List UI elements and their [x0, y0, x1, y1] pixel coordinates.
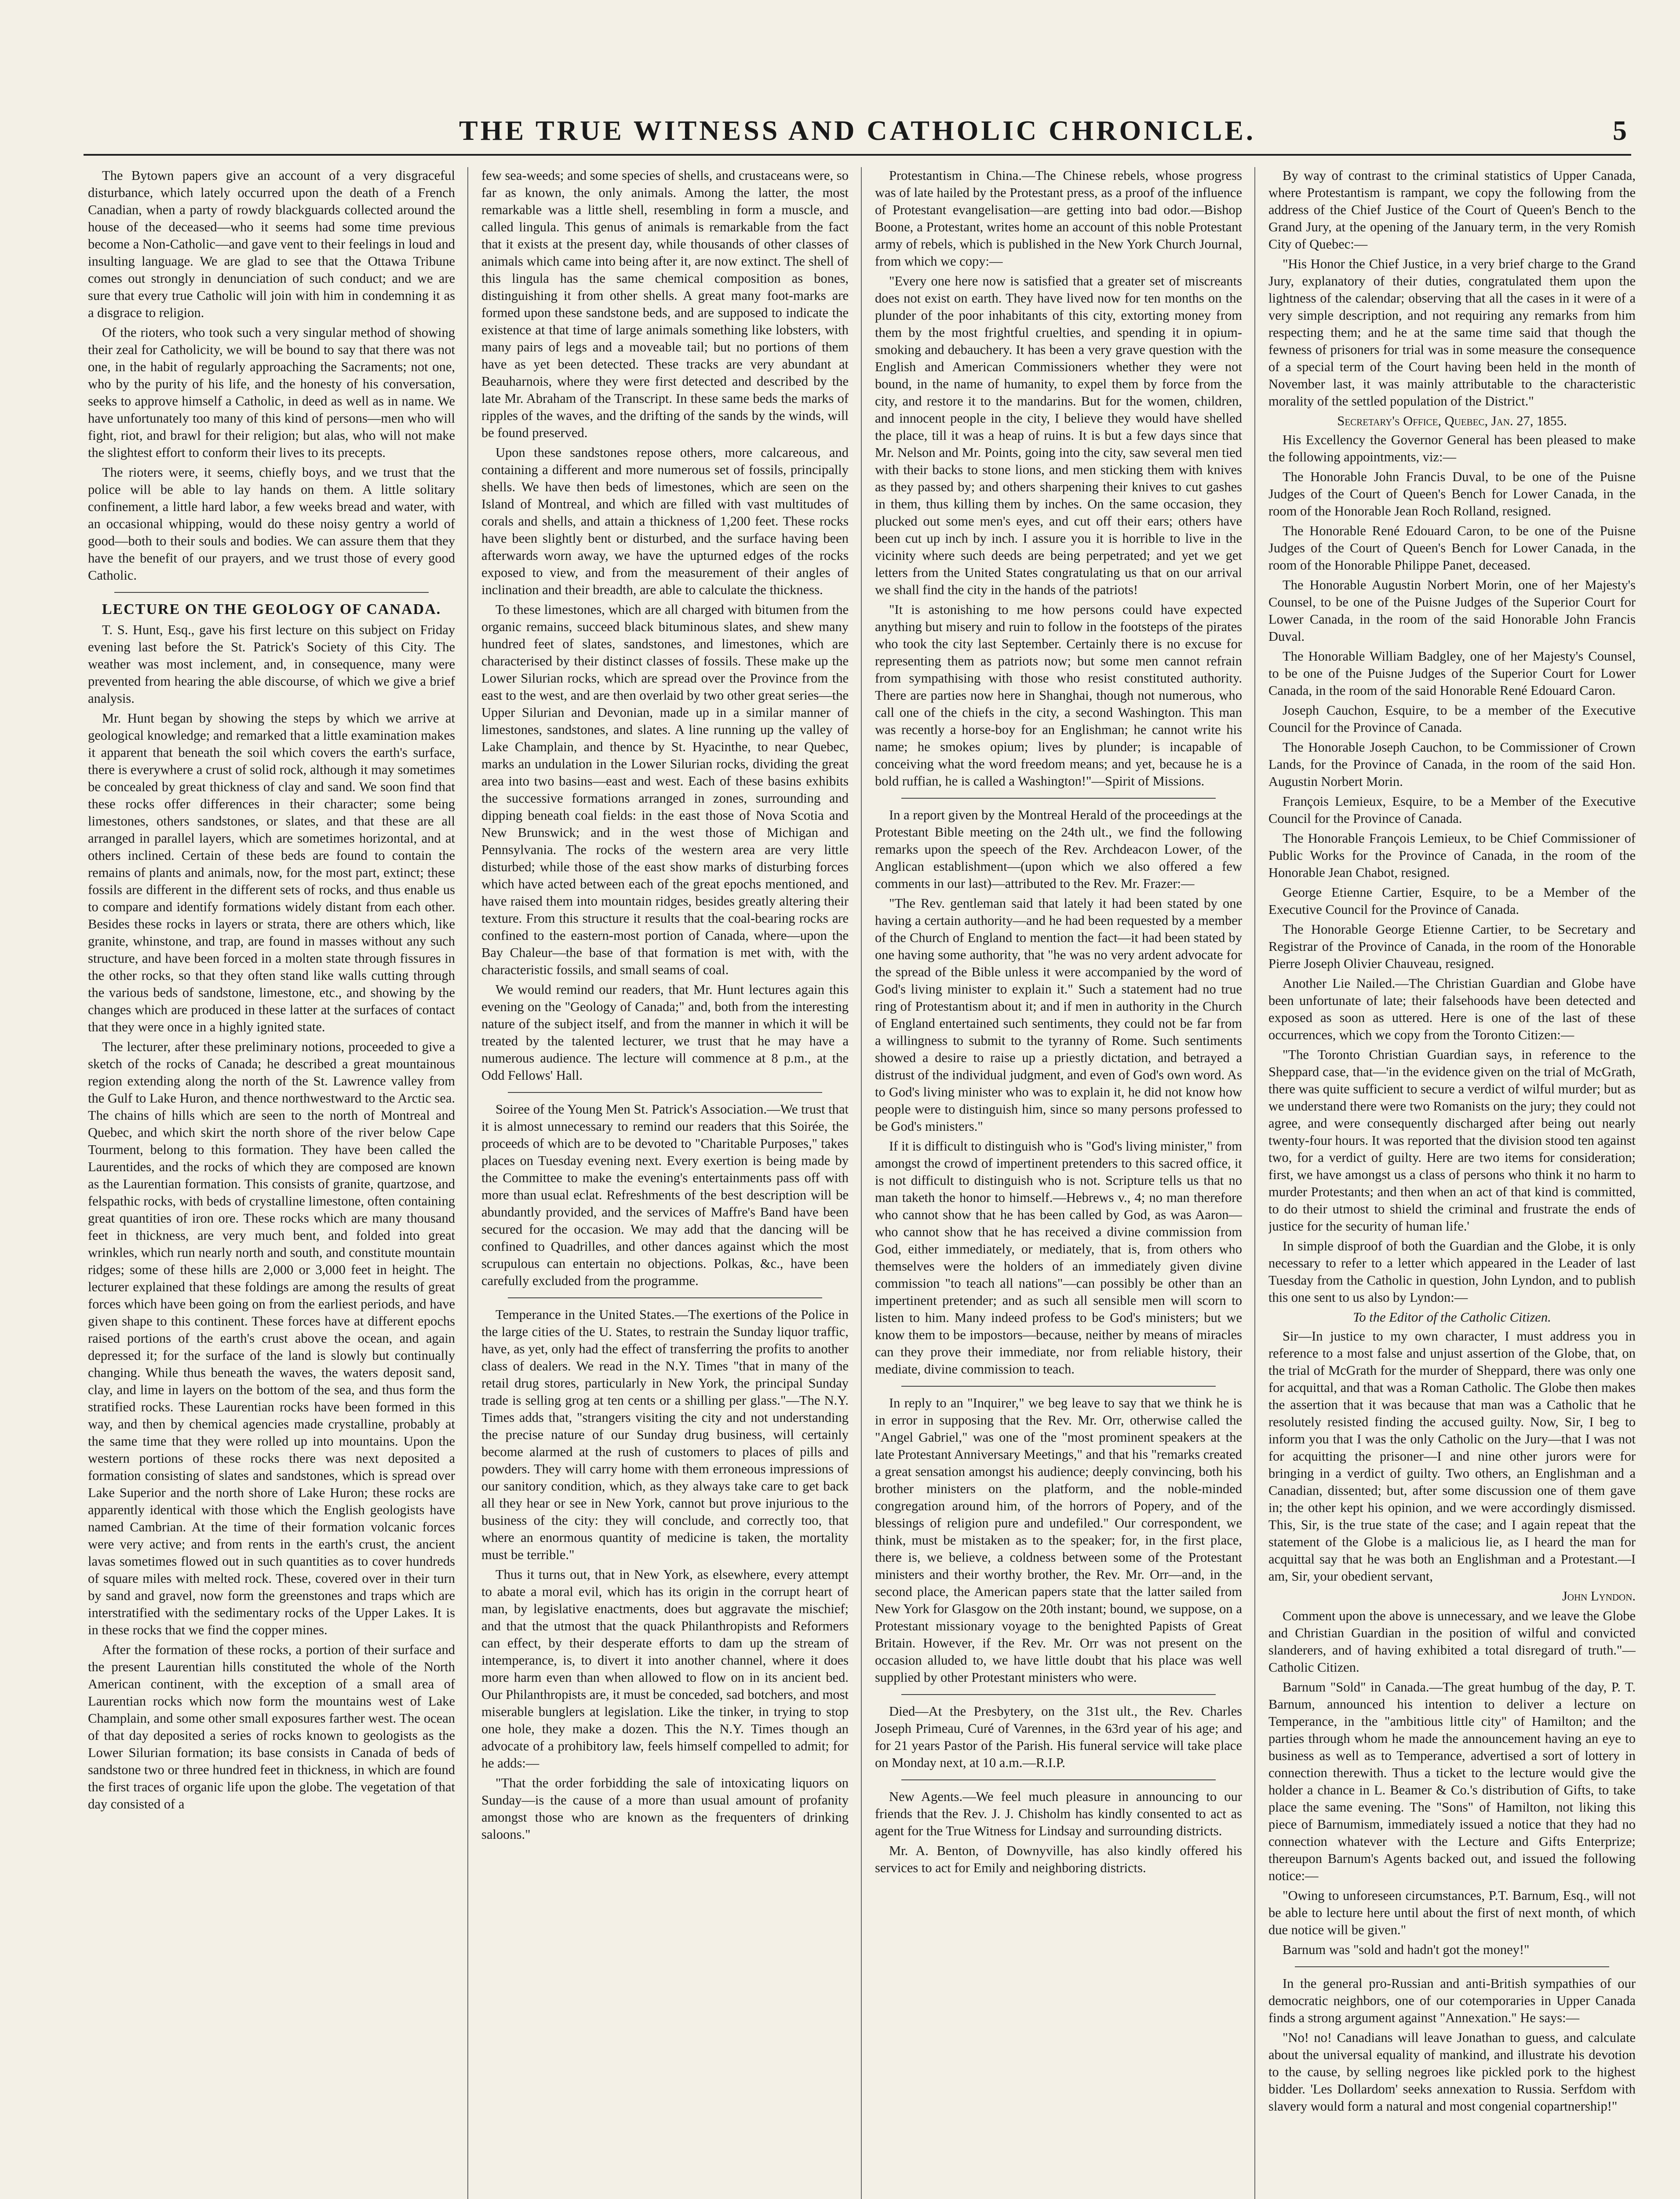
masthead-title: THE TRUE WITNESS AND CATHOLIC CHRONICLE.	[459, 115, 1256, 146]
article-paragraph: If it is difficult to distinguish who is "God's living minister," from amongst the crowd of impertinent pretenders to this sacred office, it is not difficult to distinguish who is not. Scripture tells us that no man taketh the honor to himself.—Hebrews v., 4; no man therefore who cannot show that he has been called by God, as was Aaron—who cannot show that he has received a divine commission from God, either immediately, or mediately, that is, from others who themselves were the holders of an immediately given divine commission "to teach all nations"—can possibly be other than an impertinent pretender; and as such all sensible men will scorn to listen to him. Many indeed profess to be God's ministers; but we know them to be impostors—because, neither by means of miracles can they prove their immediate, nor from reliable history, their mediate, divine commission to teach.	[875, 1139, 1242, 1377]
article-paragraph: Died—At the Presbytery, on the 31st ult., the Rev. Charles Joseph Primeau, Curé of Varennes, in the 63rd year of his age; and for 21 years Pastor of the Parish. His funeral service will take place on Monday next, at 10 a.m.—R.I.P.	[875, 1704, 1242, 1770]
column-rule	[467, 167, 468, 2199]
article-paragraph: Joseph Cauchon, Esquire, to be a member of the Executive Council for the Province of Canada.	[1268, 703, 1636, 735]
article-paragraph: François Lemieux, Esquire, to be a Member of the Executive Council for the Province of Canada.	[1268, 794, 1636, 826]
article-paragraph: The Honorable John Francis Duval, to be one of the Puisne Judges of the Court of Queen's Bench for Lower Canada, in the room of the Honorable Jean Roch Rolland, resigned.	[1268, 469, 1636, 519]
article-paragraph: few sea-weeds; and some species of shells, and crustaceans were, so far as known, the only animals. Among the latter, the most remarkable was a little shell, resembling in form a muscle, and called lingula. This genus of animals is remarkable from the fact that it exists at the present day, while thousands of other classes of animals which came into being after it, are now extinct. The shell of this lingula has the same chemical composition as bones, distinguishing it from other shells. A great many foot-marks are formed upon these sandstone beds, and are supposed to indicate the existence at that time of large animals something like lobsters, with many pairs of legs and a moveable tail; but no portions of them have as yet been detected. These tracks are very abundant at Beauharnois, where they were first detected and described by the late Mr. Abraham of the Transcript. In these same beds the marks of ripples of the waves, and the drifting of the sands by the winds, will be found preserved.	[481, 168, 849, 440]
section-divider	[508, 1297, 822, 1298]
dateline: Secretary's Office, Quebec, Jan. 27, 1855.	[1337, 413, 1567, 428]
article-paragraph: The Honorable René Edouard Caron, to be one of the Puisne Judges of the Court of Queen's Bench for Lower Canada, in the room of the Honorable Philippe Panet, deceased.	[1268, 523, 1636, 573]
section-divider	[901, 1694, 1216, 1695]
article-paragraph: Comment upon the above is unnecessary, and we leave the Globe and Christian Guardian in the position of wilful and convicted slanderers, and of having exhibited a total disregard of truth."—Catholic Citizen.	[1268, 1608, 1636, 1675]
article-paragraph: After the formation of these rocks, a portion of their surface and the present Laurentian hills constituted the whole of the North American continent, with the exception of a small area of Laurentian rocks which now form the mountains west of Lake Champlain, and some other small exposures farther west. The ocean of that day deposited a series of rocks known to geologists as the Lower Silurian formation; its base consists in Canada of beds of sandstone two or three hundred feet in thickness, in which are found the first traces of organic life upon the globe. The vegetation of that day consisted of a	[88, 1642, 455, 1812]
article-paragraph: Barnum "Sold" in Canada.—The great humbug of the day, P. T. Barnum, announced his intention to deliver a lecture on Temperance, in the "ambitious little city" of Hamilton; and the parties through whom he made the announcement having an eye to business as well as to Temperance, advertised a sort of lottery in connection therewith. Thus a ticket to the lecture would give the holder a chance in L. Beamer & Co.'s distribution of Gifts, to take place the same evening. The "Sons" of Hamilton, not liking this piece of Barnumism, immediately issued a notice that they had no connection whatever with the Lecture and Gifts Enterprize; thereupon Barnum's Agents backed out, and issued the following notice:—	[1268, 1680, 1636, 1883]
column-1	[88, 167, 455, 2199]
article-paragraph: "It is astonishing to me how persons could have expected anything but misery and ruin to follow in the footsteps of the pirates who took the city last September. Certainly there is no excuse for representing them as patriots now; but some men cannot refrain from sympathising with those who resist constituted authority. There are parties now here in Shanghai, though not numerous, who call one of the chiefs in the city, a second Washington. This man was recently a horse-boy for an Englishman; he cannot write his name; he smokes opium; lives by plunder; is incapable of conceiving what the word freedom means; and yet, because he is a bold ruffian, he is called a Washington!"—Spirit of Missions.	[875, 602, 1242, 789]
article-paragraph: "The Rev. gentleman said that lately it had been stated by one having a certain authority—and he had been requested by a member of the Church of England to mention the fact—it had been stated by one having some authority, that "he was no very ardent advocate for the spread of the Bible unless it were accompanied by the word of God's living minister to explain it." Such a statement had no true ring of Protestantism about it; and if men in authority in the Church of England entertained such sentiments, they could not be far from a willingness to submit to the tyranny of Rome. Such sentiments showed a desire to raise up a priestly dictation, and betrayed a distrust of the individual judgment, and even of God's own word. As to God's living minister who was to explain it, he did not know how people were to distinguish him, since so many persons professed to be God's ministers."	[875, 896, 1242, 1134]
column-3	[875, 167, 1242, 2199]
article-paragraph: Barnum was "sold and hadn't got the money!"	[1283, 1942, 1530, 1957]
article-paragraph: "Owing to unforeseen circumstances, P.T. Barnum, Esq., will not be able to lecture here until about the first of next month, of which due notice will be given."	[1268, 1888, 1636, 1937]
signature: John Lyndon.	[1562, 1589, 1636, 1604]
article-paragraph: The rioters were, it seems, chiefly boys, and we trust that the police will be able to lay hands on them. A little solitary confinement, a little hard labor, a few weeks bread and water, with an occasional whipping, would do these noisy gentry a world of good—both to their souls and bodies. We can assure them that they have the benefit of our prayers, and we trust those of every good Catholic.	[88, 465, 455, 583]
page-number: 5	[1613, 115, 1627, 146]
article-paragraph: Soiree of the Young Men St. Patrick's Association.—We trust that it is almost unnecessary to remind our readers that this Soirée, the proceeds of which are to be devoted to "Charitable Purposes," takes places on Tuesday evening next. Every exertion is being made by the Committee to make the evening's entertainments pass off with more than usual eclat. Refreshments of the best description will be abundantly provided, and the services of Maffre's Band have been secured for the occasion. We may add that the dancing will be confined to Quadrilles, and other dances against which the most scrupulous can entertain no objections. Polkas, &c., have been carefully excluded from the programme.	[481, 1102, 849, 1288]
article-paragraph: In a report given by the Montreal Herald of the proceedings at the Protestant Bible meeting on the 24th ult., we find the following remarks upon the speech of the Rev. Archdeacon Lower, of the Anglican establishment—(upon which we also offered a few comments in our last)—attributed to the Rev. Mr. Frazer:—	[875, 807, 1242, 891]
article-paragraph: The Honorable Joseph Cauchon, to be Commissioner of Crown Lands, for the Province of Canada, in the room of the said Hon. Augustin Norbert Morin.	[1268, 740, 1636, 789]
article-paragraph: Of the rioters, who took such a very singular method of showing their zeal for Catholicity, we will be bound to say that there was not one, in the habit of regularly approaching the Sacraments; not one, who by the purity of his life, and the honesty of his conversation, seeks to approve himself a Catholic, in deed as well as in name. We have unfortunately too many of this kind of persons—men who will fight, riot, and brawl for their religion; but alas, who will not make the slightest effort to conform their lives to its precepts.	[88, 325, 455, 460]
column-2	[481, 167, 849, 2199]
article-paragraph: To these limestones, which are all charged with bitumen from the organic remains, succeed black bituminous slates, and shew many hundred feet of slates, sandstones, and limestones, which are characterised by their distinct classes of fossils. These make up the Lower Silurian rocks, which are spread over the Province from the east to the west, and are then overlaid by two other great series—the Upper Silurian and Devonian, made up in a similar manner of limestones, sandstones, and slates. A line running up the valley of Lake Champlain, and thence by St. Hyacinthe, to near Quebec, marks an undulation in the Lower Silurian rocks, dividing the great area into two basins—east and west. Each of these basins exhibits the successive formations arranged in zones, surrounding and dipping beneath coal fields: in the east those of Nova Scotia and New Brunswick; and in the west those of Michigan and Pennsylvania. The rocks of the western area are very little disturbed; while those of the east show marks of disturbing forces which have acted between each of the great epochs mentioned, and have raised them into mountain ridges, besides greatly altering their texture. From this structure it results that the coal-bearing rocks are confined to the eastern-most portion of Canada, where—upon the Bay Chaleur—the base of that formation is met with, with the characteristic fossils, and small seams of coal.	[481, 602, 849, 977]
column-4	[1268, 167, 1636, 2199]
article-paragraph: "That the order forbidding the sale of intoxicating liquors on Sunday—is the cause of a more than usual amount of profanity amongst those who are known as the frequenters of drinking saloons."	[481, 1775, 849, 1842]
article-paragraph: We would remind our readers, that Mr. Hunt lectures again this evening on the "Geology of Canada;" and, both from the interesting nature of the subject itself, and from the manner in which it will be treated by the talented lecturer, we trust that he may have a numerous audience. The lecture will commence at 8 p.m., at the Odd Fellows' Hall.	[481, 982, 849, 1083]
article-paragraph: Upon these sandstones repose others, more calcareous, and containing a different and more numerous set of fossils, principally shells. We have then beds of limestones, which are seen on the Island of Montreal, and which are filled with vast multitudes of corals and shells, and attain a thickness of 1,200 feet. These rocks have been slightly bent or disturbed, and the surface having been afterwards worn away, we have the upturned edges of the rocks exposed to view, and from the measurement of their angles of inclination and their breadth, are able to calculate the thickness.	[481, 445, 849, 597]
article-paragraph: The Honorable George Etienne Cartier, to be Secretary and Registrar of the Province of Canada, in the room of the Honorable Pierre Joseph Olivier Chauveau, resigned.	[1268, 922, 1636, 971]
article-paragraph: T. S. Hunt, Esq., gave his first lecture on this subject on Friday evening last before the St. Patrick's Society of this City. The weather was most inclement, and, in consequence, many were prevented from hearing the able discourse, of which we give a brief analysis.	[88, 622, 455, 706]
article-paragraph: New Agents.—We feel much pleasure in announcing to our friends that the Rev. J. J. Chisholm has kindly consented to act as agent for the True Witness for Lindsay and surrounding districts.	[875, 1789, 1242, 1838]
article-paragraph: Thus it turns out, that in New York, as elsewhere, every attempt to abate a moral evil, which has its origin in the corrupt heart of man, by legislative enactments, does but aggravate the mischief; and that the utmost that the quack Philanthropists and Reformers can effect, by their desperate efforts to dam up the stream of intemperance, is, to divert it into another channel, where it does more harm even than when allowed to flow on in its ancient bed. Our Philanthropists are, it must be conceded, sad botchers, and most miserable bunglers at legislation. Like the tinker, in trying to stop one hole, they make a dozen. This the N.Y. Times though an advocate of a prohibitory law, feels himself compelled to admit; for he adds:—	[481, 1567, 849, 1771]
article-paragraph: By way of contrast to the criminal statistics of Upper Canada, where Protestantism is rampant, we copy the following from the address of the Chief Justice of the Court of Queen's Bench to the Grand Jury, at the opening of the January term, in the very Romish City of Quebec:—	[1268, 168, 1636, 252]
section-divider	[901, 798, 1216, 799]
article-paragraph: Mr. A. Benton, of Downyville, has also kindly offered his services to act for Emily and neighboring districts.	[875, 1843, 1242, 1875]
article-paragraph: "No! no! Canadians will leave Jonathan to guess, and calculate about the universal equality of mankind, and illustrate his devotion to the cause, by selling negroes like pickled pork to the highest bidder. 'Les Dollardom' seeks annexation to Russia. Serfdom with slavery would form a natural and most congenial copartnership!"	[1268, 2030, 1636, 2114]
article-paragraph: The Honorable Augustin Norbert Morin, one of her Majesty's Counsel, to be one of the Puisne Judges of the Superior Court for Lower Canada, in the room of the said Honorable John Francis Duval.	[1268, 577, 1636, 644]
article-paragraph: The Honorable William Badgley, one of her Majesty's Counsel, to be one of the Puisne Judges of the Superior Court for Lower Canada, in the room of the said Honorable René Edouard Caron.	[1268, 649, 1636, 698]
article-paragraph: Sir—In justice to my own character, I must address you in reference to a most false and unjust assertion of the Globe, that, on the trial of McGrath for the murder of Sheppard, there was only one for acquittal, and that was a Roman Catholic. The Globe then makes the assertion that it was because that man was a Catholic that he resolutely resisted finding the accused guilty. Now, Sir, I beg to inform you that I was the only Catholic on the Jury—that I was not for acquitting the prisoner—I and nine other jurors were for bringing in a verdict of guilty. Two others, an Englishman and a Canadian, dissented; but, after some discussion one of them gave in; the other kept his opinion, and we were accordingly dismissed. This, Sir, is the true state of the case; and I again repeat that the statement of the Globe is a malicious lie, as I heard the man for acquittal say that he was both an Englishman and a Protestant.—I am, Sir, your obedient servant,	[1268, 1329, 1636, 1584]
article-paragraph: In reply to an "Inquirer," we beg leave to say that we think he is in error in supposing that the Rev. Mr. Orr, otherwise called the "Angel Gabriel," was one of the "most prominent speakers at the late Protestant Anniversary Meetings," and that his "remarks created a great sensation amongst his audience; deeply convincing, both his brother ministers on the platform, and the noble-minded congregation around him, of the horrors of Popery, and of the blessings of religion pure and undefiled." Our correspondent, we think, must be mistaken as to the speaker; for, in the first place, there is, we believe, a coldness between some of the Protestant ministers and their worthy brother, the Rev. Mr. Orr—and, in the second place, the American papers state that the latter sailed from New York for Glasgow on the 20th instant; bound, we suppose, on a Protestant missionary voyage to the benighted Papists of Great Britain. However, if the Rev. Mr. Orr was not present on the occasion alluded to, we have little doubt that his place was well supplied by other Protestant ministers who were.	[875, 1395, 1242, 1685]
article-headline: LECTURE ON THE GEOLOGY OF CANADA.	[102, 601, 441, 617]
article-paragraph: His Excellency the Governor General has been pleased to make the following appointments, viz:—	[1268, 432, 1636, 464]
article-paragraph: The Honorable François Lemieux, to be Chief Commissioner of Public Works for the Province of Canada, in the room of the Honorable Jean Chabot, resigned.	[1268, 831, 1636, 880]
article-paragraph: Protestantism in China.—The Chinese rebels, whose progress was of late hailed by the Protestant press, as a proof of the influence of Protestant evangelisation—are getting into bad odor.—Bishop Boone, a Protestant, writes home an account of this noble Protestant army of rebels, which is published in the New York Church Journal, from which we copy:—	[875, 168, 1242, 269]
section-divider	[901, 1779, 1216, 1780]
section-divider	[1295, 1966, 1609, 1967]
article-paragraph: "His Honor the Chief Justice, in a very brief charge to the Grand Jury, explanatory of their duties, congratulated them upon the lightness of the calendar; observing that all the cases in it were of a very simple description, and not requiring any remarks from him respecting them; and he at the same time said that though the fewness of prisoners for trial was in some measure the consequence of a special term of the Court having been held in the month of November last, it was mainly attributable to the characteristic morality of the settled population of the District."	[1268, 256, 1636, 409]
article-paragraph: In simple disproof of both the Guardian and the Globe, it is only necessary to refer to a letter which appeared in the Leader of last Tuesday from the Catholic in question, John Lyndon, and to publish this one sent to us also by Lyndon:—	[1268, 1238, 1636, 1305]
masthead	[84, 106, 1631, 156]
article-paragraph: The Bytown papers give an account of a very disgraceful disturbance, which lately occurred upon the death of a French Canadian, when a party of rowdy blackguards collected around the house of the deceased—who it seems had some time previous become a Non-Catholic—and gave vent to their feelings in loud and insulting language. We are glad to see that the Ottawa Tribune comes out strongly in denunciation of such conduct; and we are sure that every true Catholic will join with him in condemning it as a disgrace to religion.	[88, 168, 455, 320]
article-paragraph: "Every one here now is satisfied that a greater set of miscreants does not exist on earth. They have lived now for ten months on the plunder of the poor inhabitants of this city, extorting money from them by the most frightful cruelties, and spending it in opium-smoking and debauchery. It has been a very grave question with the English and American Commissioners whether they were not bound, in the name of humanity, to expel them by force from the city, and restore it to the mandarins. But for the women, children, and innocent people in the city, I believe they would have shelled the place, till it was a heap of ruins. It is but a few days since that Mr. Nelson and Mr. Points, going into the city, saw several men tied with their backs to stone lions, and men sticking them with knives as they passed by; and others sharpening their knives to cut gashes in them, thus killing them by inches. On the same occasion, they plucked out some men's eyes, and cut off their ears; others have been cut up inch by inch. I assure you it is horrible to live in the vicinity where such deeds are being perpetrated; and yet we get letters from the United States congratulating us that on our arrival we shall find the city in the hands of the patriots!	[875, 274, 1242, 597]
section-divider	[508, 1092, 822, 1093]
article-paragraph: George Etienne Cartier, Esquire, to be a Member of the Executive Council for the Province of Canada.	[1268, 885, 1636, 917]
column-rule	[861, 167, 862, 2199]
section-divider	[901, 1386, 1216, 1387]
article-paragraph: In the general pro-Russian and anti-British sympathies of our democratic neighbors, one of our cotemporaries in Upper Canada finds a strong argument against "Annexation." He says:—	[1268, 1976, 1636, 2025]
letter-heading: To the Editor of the Catholic Citizen.	[1353, 1310, 1551, 1325]
article-paragraph: Mr. Hunt began by showing the steps by which we arrive at geological knowledge; and remarked that a little examination makes it apparent that beneath the soil which covers the earth's surface, there is everywhere a crust of solid rock, although it may sometimes be concealed by great thickness of clay and sand. We soon find that these rocks offer differences in their character; some being limestones, others sandstones, or slates, and that these are all arranged in parallel layers, which are sometimes horizontal, and at others inclined. Certain of these beds are found to contain the remains of plants and animals, now, for the most part, extinct; these fossils are different in the different sets of rocks, and thus enable us to compare and identify formations widely distant from each other. Besides these rocks in layers or strata, there are others which, like granite, whinstone, and trap, are found in masses without any such structure, and have been forced in a molten state through fissures in the other rocks, so that they often stand like walls cutting through the various beds of sandstone, limestone, etc., and showing by the changes which are produced in these latter at the surfaces of contact that they were once in a highly ignited state.	[88, 711, 455, 1034]
column-rule	[1254, 167, 1255, 2199]
article-paragraph: Another Lie Nailed.—The Christian Guardian and Globe have been unfortunate of late; their falsehoods have been detected and exposed as soon as uttered. Here is one of the last of these occurrences, which we copy from the Toronto Citizen:—	[1268, 976, 1636, 1042]
article-paragraph: Temperance in the United States.—The exertions of the Police in the large cities of the U. States, to restrain the Sunday liquor traffic, have, as yet, only had the effect of transferring the profits to another class of dealers. We read in the N.Y. Times "that in many of the retail drug stores, particularly in New York, the principal Sunday trade is selling grog at ten cents or a shilling per glass."—The N.Y. Times adds that, "strangers visiting the city and not understanding the precise nature of our Sunday drug business, will certainly become alarmed at the rush of customers to places of pills and powders. They will carry home with them erroneous impressions of our sanitory condition, which, as they always take care to get back all they hear or see in New York, cannot but prove injurious to the business of the city: they will conclude, and correctly too, that where an enormous quantity of medicine is taken, the mortality must be terrible."	[481, 1307, 849, 1562]
section-divider	[114, 592, 429, 593]
article-paragraph: "The Toronto Christian Guardian says, in reference to the Sheppard case, that—'in the evidence given on the trial of McGrath, there was quite sufficient to secure a verdict of wilful murder; but as we understand there were two Romanists on the jury; they could not agree, and were consequently discharged after being out nearly twenty-four hours. It was reported that the division stood ten against two, for a verdict of guilty. Here are two items for consideration; first, we have amongst us a class of persons who think it no harm to murder Protestants; and then when an act of that kind is committed, to do their utmost to shield the criminal and frustrate the ends of justice for the security of human life.'	[1268, 1047, 1636, 1234]
article-paragraph: The lecturer, after these preliminary notions, proceeded to give a sketch of the rocks of Canada; he described a great mountainous region extending along the north of the St. Lawrence valley from the Gulf to Lake Huron, and thence northwestward to the Arctic sea. The chains of hills which are seen to the north of Montreal and Quebec, and which skirt the north shore of the river below Cape Tourment, belong to this formation. They have been called the Laurentides, and the rocks of which they are composed are known as the Laurentian formation. This consists of granite, quartzose, and felspathic rocks, with beds of crystalline limestone, often containing great quantities of iron ore. These rocks which are many thousand feet in thickness, are very much bent, and folded into great wrinkles, which run nearly north and south, and constitute mountain ridges; some of these hills are 2,000 or 3,000 feet in height. The lecturer explained that these foldings are among the results of great forces which have been going on from the earliest periods, and have given shape to this continent. These forces have at different epochs raised portions of the earth's crust above the ocean, and again depressed it; for the surface of the land is slowly but continually changing. While thus beneath the waves, the waters deposit sand, clay, and lime in layers on the bottom of the sea, and thus form the stratified rocks. These Laurentian rocks have been formed in this way, and then by chemical agencies made crystalline, probably at the same time that they were rolled up into mountains. Upon the western portions of these rocks there was next deposited a formation consisting of slates and sandstones, which is spread over Lake Superior and the north shore of Lake Huron; these rocks are apparently identical with those which the English geologists have named Cambrian. At the time of their formation volcanic forces were very active; and from rents in the earth's crust, the ancient lavas sometimes flowed out in such quantities as to cover hundreds of square miles with melted rock. These, covered over in their turn by sand and gravel, now form the greenstones and traps which are interstratified with the sedimentary rocks of the Upper Lakes. It is in these rocks that we find the copper mines.	[88, 1039, 455, 1637]
